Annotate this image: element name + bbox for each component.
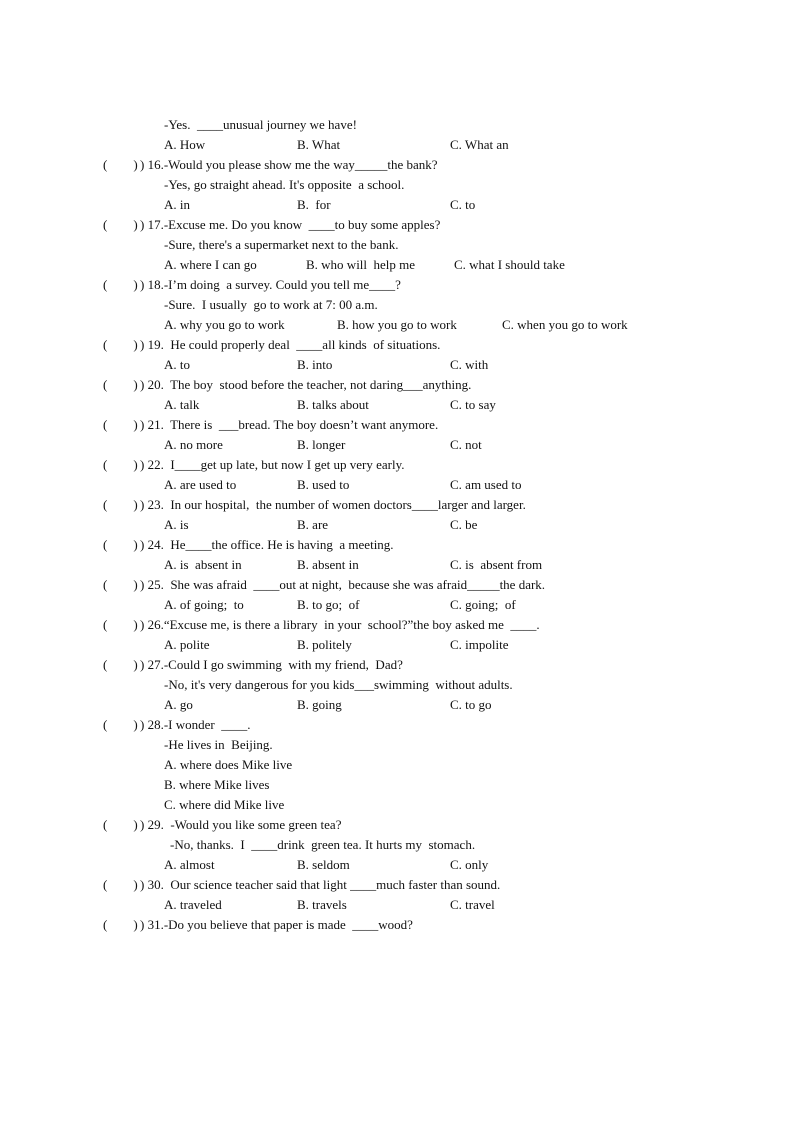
- option-b: B. used to: [297, 477, 350, 492]
- options-line: [0, 855, 794, 875]
- question-line: [0, 535, 794, 555]
- option-c: C. impolite: [450, 637, 509, 652]
- subline-text: C. where did Mike live: [164, 797, 285, 812]
- answer-blank-bracket: ( ): [103, 497, 138, 512]
- option-b: B. to go; of: [297, 597, 360, 612]
- question-line: [0, 915, 794, 935]
- options-line: [0, 135, 794, 155]
- option-a: A. are used to: [164, 477, 237, 492]
- subline-text: A. where does Mike live: [164, 757, 293, 772]
- option-b: B. absent in: [297, 557, 359, 572]
- option-b: B. are: [297, 517, 329, 532]
- question-subline: [0, 295, 794, 315]
- subline-text: -Sure. I usually go to work at 7: 00 a.m.: [164, 297, 378, 312]
- options-line: [0, 695, 794, 715]
- option-c: C. not: [450, 437, 482, 452]
- question-subline: [0, 115, 794, 135]
- question-text: ) 26.“Excuse me, is there a library in your school?”the boy asked me ____.: [140, 617, 540, 632]
- option-c: C. what I should take: [454, 257, 565, 272]
- question-text: ) 21. There is ___bread. The boy doesn’t want anymore.: [140, 417, 439, 432]
- option-b: B. into: [297, 357, 333, 372]
- options-line: [0, 435, 794, 455]
- subline-text: -Sure, there's a supermarket next to the bank.: [164, 237, 399, 252]
- options-line: [0, 515, 794, 535]
- options-line: [0, 635, 794, 655]
- question-line: [0, 815, 794, 835]
- answer-blank-bracket: ( ): [103, 877, 138, 892]
- question-subline: [0, 735, 794, 755]
- option-b: B. for: [297, 197, 331, 212]
- option-a: A. almost: [164, 857, 215, 872]
- option-c: C. going; of: [450, 597, 516, 612]
- option-b: B. longer: [297, 437, 346, 452]
- answer-blank-bracket: ( ): [103, 457, 138, 472]
- option-b: B. how you go to work: [337, 317, 457, 332]
- option-a: A. polite: [164, 637, 210, 652]
- option-a: A. where I can go: [164, 257, 257, 272]
- question-subline: [0, 235, 794, 255]
- subline-text: B. where Mike lives: [164, 777, 270, 792]
- option-a: A. why you go to work: [164, 317, 285, 332]
- option-c: C. to say: [450, 397, 496, 412]
- answer-blank-bracket: ( ): [103, 217, 138, 232]
- option-b: B. who will help me: [306, 257, 416, 272]
- question-text: ) 22. I____get up late, but now I get up very early.: [140, 457, 405, 472]
- option-a: A. go: [164, 697, 193, 712]
- option-a: A. How: [164, 137, 206, 152]
- answer-blank-bracket: ( ): [103, 417, 138, 432]
- question-text: ) 19. He could properly deal ____all kinds of situations.: [140, 337, 441, 352]
- option-c: C. is absent from: [450, 557, 543, 572]
- question-line: [0, 415, 794, 435]
- question-line: [0, 575, 794, 595]
- option-b: B. What: [297, 137, 341, 152]
- question-line: [0, 875, 794, 895]
- question-text: ) 25. She was afraid ____out at night, because she was afraid_____the dark.: [140, 577, 546, 592]
- subline-text: -Yes. ____unusual journey we have!: [164, 117, 357, 132]
- question-text: ) 23. In our hospital, the number of women doctors____larger and larger.: [140, 497, 526, 512]
- answer-blank-bracket: ( ): [103, 157, 138, 172]
- option-a: A. is: [164, 517, 189, 532]
- question-line: [0, 215, 794, 235]
- question-line: [0, 335, 794, 355]
- option-c: C. only: [450, 857, 489, 872]
- answer-blank-bracket: ( ): [103, 377, 138, 392]
- answer-blank-bracket: ( ): [103, 617, 138, 632]
- option-c: C. when you go to work: [502, 317, 628, 332]
- question-text: ) 18.-I’m doing a survey. Could you tell me____?: [140, 277, 401, 292]
- options-line: [0, 315, 794, 335]
- question-line: [0, 375, 794, 395]
- subline-text: -Yes, go straight ahead. It's opposite a school.: [164, 177, 405, 192]
- question-text: ) 28.-I wonder ____.: [140, 717, 251, 732]
- option-b: B. travels: [297, 897, 347, 912]
- options-line: [0, 255, 794, 275]
- option-c: C. with: [450, 357, 489, 372]
- options-line: [0, 195, 794, 215]
- question-subline: [0, 755, 794, 775]
- question-text: ) 30. Our science teacher said that light ____much faster than sound.: [140, 877, 501, 892]
- option-a: A. to: [164, 357, 190, 372]
- options-line: [0, 355, 794, 375]
- answer-blank-bracket: ( ): [103, 657, 138, 672]
- question-text: ) 29. -Would you like some green tea?: [140, 817, 342, 832]
- question-line: [0, 275, 794, 295]
- options-line: [0, 475, 794, 495]
- question-subline: [0, 795, 794, 815]
- question-subline: [0, 775, 794, 795]
- answer-blank-bracket: ( ): [103, 817, 138, 832]
- answer-blank-bracket: ( ): [103, 717, 138, 732]
- answer-blank-bracket: ( ): [103, 537, 138, 552]
- option-c: C. be: [450, 517, 478, 532]
- option-a: A. in: [164, 197, 190, 212]
- option-b: B. seldom: [297, 857, 350, 872]
- answer-blank-bracket: ( ): [103, 577, 138, 592]
- question-text: ) 31.-Do you believe that paper is made ____wood?: [140, 917, 413, 932]
- answer-blank-bracket: ( ): [103, 277, 138, 292]
- question-line: [0, 495, 794, 515]
- option-b: B. politely: [297, 637, 352, 652]
- question-line: [0, 715, 794, 735]
- subline-text: -No, it's very dangerous for you kids___swimming without adults.: [164, 677, 513, 692]
- question-text: ) 17.-Excuse me. Do you know ____to buy some apples?: [140, 217, 441, 232]
- question-text: ) 16.-Would you please show me the way_____the bank?: [140, 157, 438, 172]
- question-subline: [0, 835, 794, 855]
- options-line: [0, 895, 794, 915]
- option-b: B. talks about: [297, 397, 369, 412]
- option-c: C. am used to: [450, 477, 522, 492]
- option-c: C. What an: [450, 137, 509, 152]
- question-line: [0, 155, 794, 175]
- answer-blank-bracket: ( ): [103, 917, 138, 932]
- question-text: ) 24. He____the office. He is having a meeting.: [140, 537, 394, 552]
- option-a: A. talk: [164, 397, 200, 412]
- option-c: C. to: [450, 197, 476, 212]
- option-a: A. traveled: [164, 897, 222, 912]
- option-a: A. is absent in: [164, 557, 242, 572]
- answer-blank-bracket: ( ): [103, 337, 138, 352]
- option-c: C. to go: [450, 697, 492, 712]
- option-a: A. no more: [164, 437, 223, 452]
- options-line: [0, 395, 794, 415]
- question-line: [0, 655, 794, 675]
- options-line: [0, 555, 794, 575]
- option-a: A. of going; to: [164, 597, 244, 612]
- subline-text: -He lives in Beijing.: [164, 737, 273, 752]
- question-line: [0, 455, 794, 475]
- option-b: B. going: [297, 697, 342, 712]
- question-subline: [0, 675, 794, 695]
- subline-text: -No, thanks. I ____drink green tea. It hurts my stomach.: [170, 837, 476, 852]
- question-text: ) 20. The boy stood before the teacher, not daring___anything.: [140, 377, 472, 392]
- question-text: ) 27.-Could I go swimming with my friend, Dad?: [140, 657, 403, 672]
- options-line: [0, 595, 794, 615]
- option-c: C. travel: [450, 897, 495, 912]
- question-subline: [0, 175, 794, 195]
- question-line: [0, 615, 794, 635]
